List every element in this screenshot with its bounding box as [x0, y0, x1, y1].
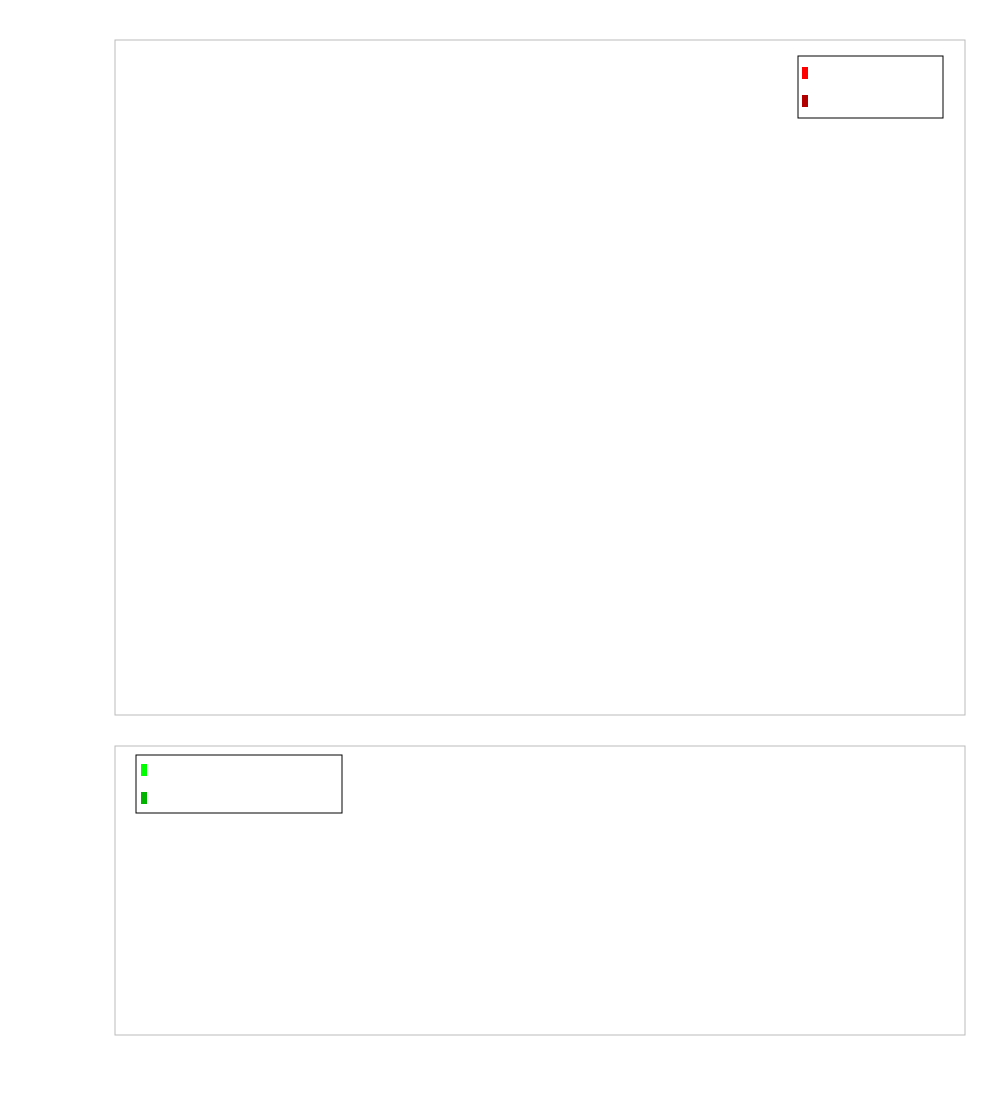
rate-legend-box	[798, 56, 943, 118]
participation-legend-swatch	[802, 67, 808, 79]
nucleation-legend-swatch	[802, 95, 808, 107]
count-panel	[115, 746, 965, 1035]
rate-legend	[798, 56, 943, 118]
rate-panel	[115, 40, 965, 715]
rate-plot-area	[115, 40, 965, 715]
count-legend-box	[136, 755, 342, 813]
count-legend	[136, 755, 342, 813]
utilized-legend-swatch	[141, 792, 147, 804]
available-legend-swatch	[141, 764, 147, 776]
